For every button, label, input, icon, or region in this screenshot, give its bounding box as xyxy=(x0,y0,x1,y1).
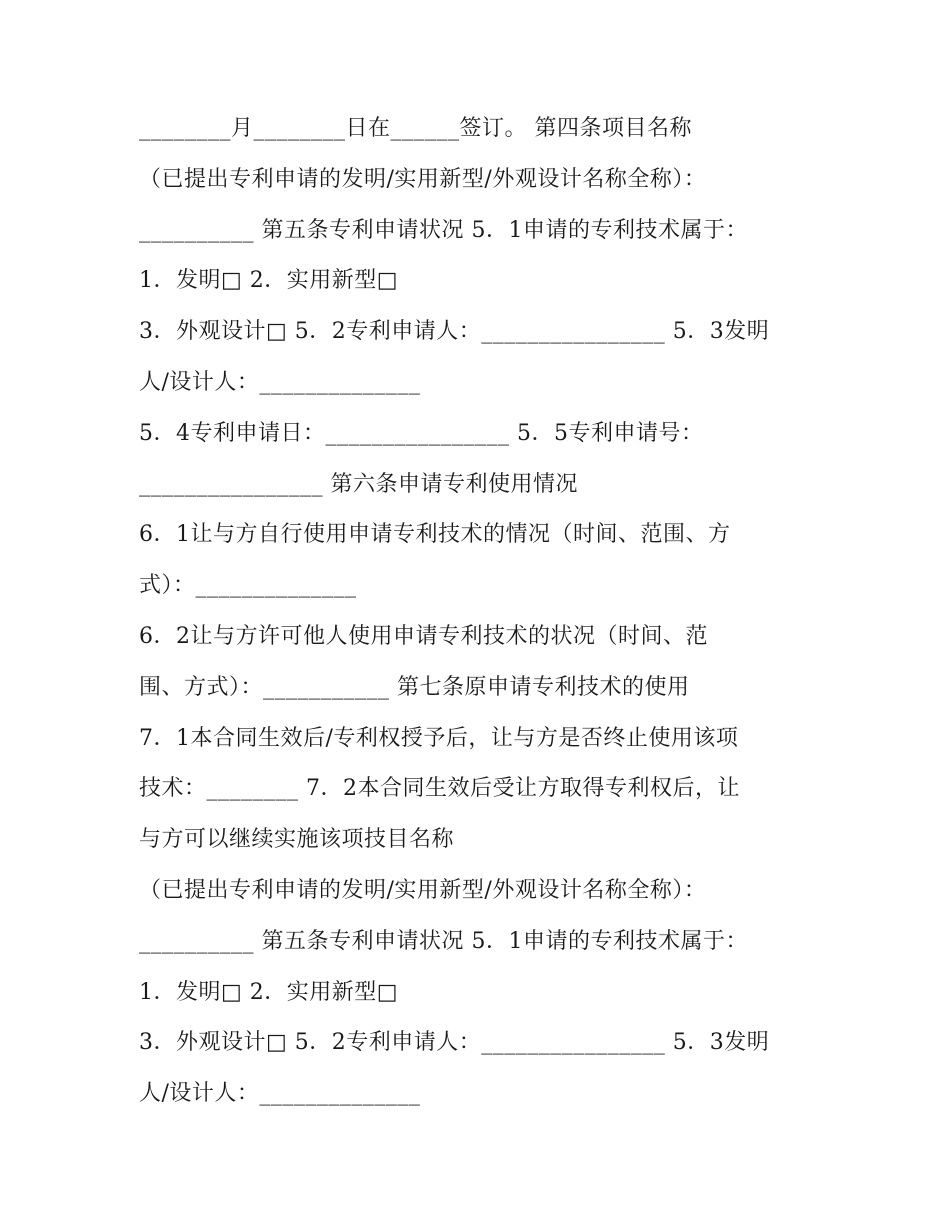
text-line: 7．1本合同生效后/专利权授予后，让与方是否终止使用该项 xyxy=(139,725,739,751)
text-line: 5．4专利申请日：________________ 5．5专利申请号： xyxy=(139,420,704,446)
text-line: （已提出专利申请的发明/实用新型/外观设计名称全称）： xyxy=(139,877,707,903)
text-line: 与方可以继续实施该项技目名称 xyxy=(139,827,455,853)
text-line: 人/设计人：______________ xyxy=(139,1081,421,1107)
text-line: 人/设计人：______________ xyxy=(139,369,421,395)
text-line: 6．1让与方自行使用申请专利技术的情况（时间、范围、方 xyxy=(139,522,731,548)
text-line: 1．发明□ 2．实用新型□ xyxy=(139,268,399,294)
text-line: __________ 第五条专利申请状况 5．1申请的专利技术属于： xyxy=(139,928,748,954)
text-line: ________月________日在______签订。 第四条项目名称 xyxy=(139,116,692,141)
text-line: 式）：______________ xyxy=(139,573,357,599)
text-line: __________ 第五条专利申请状况 5．1申请的专利技术属于： xyxy=(139,217,748,243)
text-line: 围、方式）：___________ 第七条原申请专利技术的使用 xyxy=(139,674,690,700)
text-line: 6．2让与方许可他人使用申请专利技术的状况（时间、范 xyxy=(139,623,708,649)
document-body xyxy=(139,104,819,1120)
text-line: 3．外观设计□ 5．2专利申请人：________________ 5．3发明 xyxy=(139,319,770,345)
text-line: ________________ 第六条申请专利使用情况 xyxy=(139,471,578,497)
text-line: 技术：________ 7．2本合同生效后受让方取得专利权后，让 xyxy=(139,776,740,802)
text-line: 1．发明□ 2．实用新型□ xyxy=(139,979,399,1005)
text-line: （已提出专利申请的发明/实用新型/外观设计名称全称）： xyxy=(139,166,707,192)
text-line: 3．外观设计□ 5．2专利申请人：________________ 5．3发明 xyxy=(139,1030,770,1056)
